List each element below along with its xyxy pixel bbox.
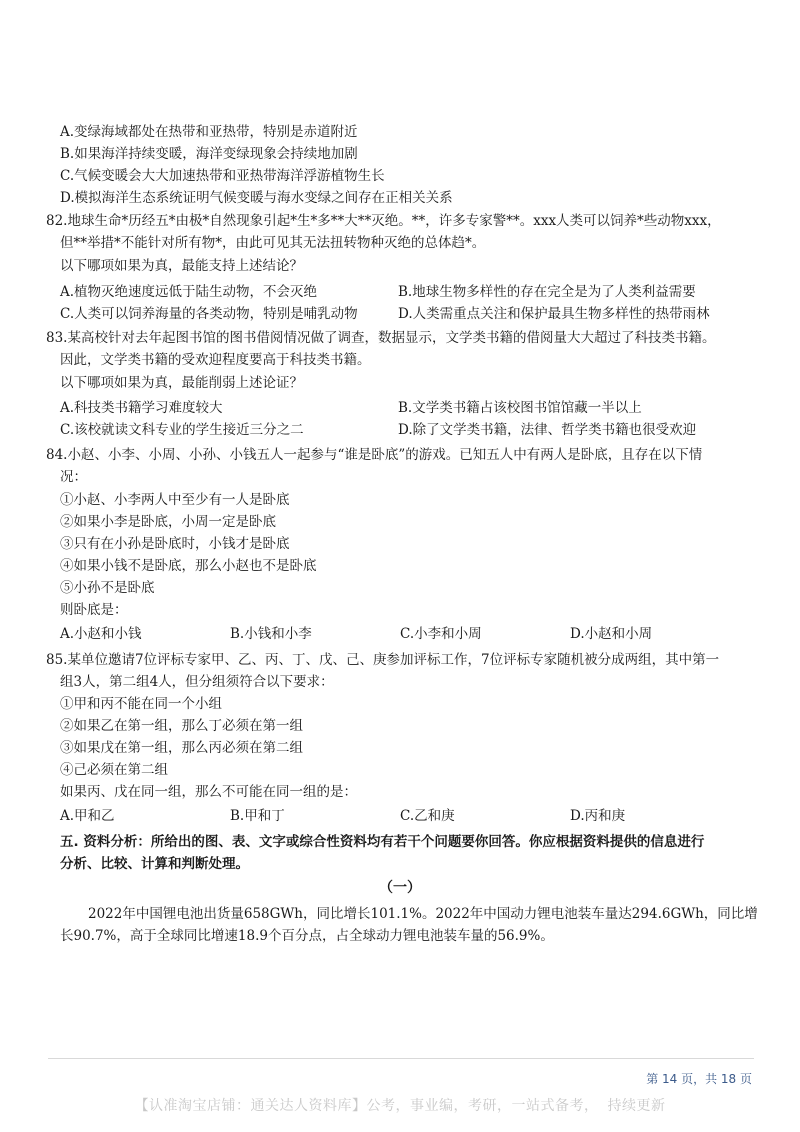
q84-condition-2: ②如果小李是卧底，小周一定是卧底	[60, 514, 276, 530]
q85-option-c: C.乙和庚	[400, 808, 455, 824]
q85-question: 如果丙、戊在同一组，那么不可能在同一组的是：	[60, 784, 357, 800]
q82-option-c: C.人类可以饲养海量的各类动物，特别是哺乳动物	[60, 306, 358, 322]
prev-option-b: B.如果海洋持续变暖，海洋变绿现象会持续地加剧	[60, 146, 358, 162]
q84-condition-1: ①小赵、小李两人中至少有一人是卧底	[60, 492, 290, 508]
q85-condition-3: ③如果戊在第一组，那么丙必须在第二组	[60, 740, 303, 756]
q85-stem-line1: 85.某单位邀请7位评标专家甲、乙、丙、丁、戊、己、庚参加评标工作，7位评标专家随机被分成两组，其中第一	[46, 652, 720, 668]
prev-option-c: C.气候变暖会大大加速热带和亚热带海洋浮游植物生长	[60, 168, 385, 184]
q84-option-c: C.小李和小周	[400, 626, 482, 642]
q84-stem-line1: 84.小赵、小李、小周、小孙、小钱五人一起参与“谁是卧底”的游戏。已知五人中有两人是卧底，且存在以下情	[46, 447, 703, 463]
q85-condition-2: ②如果乙在第一组，那么丁必须在第一组	[60, 718, 303, 734]
q82-question: 以下哪项如果为真，最能支持上述结论？	[60, 258, 303, 274]
q83-question: 以下哪项如果为真，最能削弱上述论证？	[60, 375, 303, 391]
q82-stem-line2: 但**举措*不能针对所有物*，由此可见其无法扭转物种灭绝的总体趋*。	[60, 235, 486, 251]
q85-condition-4: ④己必须在第二组	[60, 762, 168, 778]
q82-option-d: D.人类需重点关注和保护最具生物多样性的热带雨林	[398, 306, 710, 322]
q82-stem-line1: 82.地球生命*历经五*由极*自然现象引起*生*多**大**灭绝。**，许多专家警**。xxx人类可以饲养*些动物xxx，	[46, 213, 721, 229]
q84-question: 则卧底是：	[60, 602, 128, 618]
q85-option-d: D.丙和庚	[570, 808, 626, 824]
footer-divider	[48, 1058, 754, 1059]
q85-stem-line2: 组3人，第二组4人，但分组须符合以下要求：	[60, 674, 334, 690]
prev-option-a: A.变绿海域都处在热带和亚热带，特别是赤道附近	[60, 124, 358, 140]
q83-option-b: B.文学类书籍占该校图书馆馆藏一半以上	[398, 400, 642, 416]
q83-option-d: D.除了文学类书籍，法律、哲学类书籍也很受欢迎	[398, 422, 697, 438]
q85-option-b: B.甲和丁	[230, 808, 285, 824]
part-title: （一）	[379, 880, 421, 896]
q83-option-c: C.该校就读文科专业的学生接近三分之二	[60, 422, 304, 438]
q82-option-b: B.地球生物多样性的存在完全是为了人类利益需要	[398, 284, 696, 300]
material-line2: 长90.7%，高于全球同比增速18.9个百分点，占全球动力锂电池装车量的56.9%。	[60, 928, 554, 944]
prev-option-d: D.模拟海洋生态系统证明气候变暖与海水变绿之间存在正相关关系	[60, 190, 453, 206]
q84-condition-3: ③只有在小孙是卧底时，小钱才是卧底	[60, 536, 290, 552]
q85-condition-1: ①甲和丙不能在同一个小组	[60, 696, 222, 712]
material-line1: 2022年中国锂电池出货量658GWh，同比增长101.1%。2022年中国动力锂电池装车量达294.6GWh，同比增	[88, 906, 758, 922]
section5-heading-line1: 五. 资料分析：所给出的图、表、文字或综合性资料均有若干个问题要你回答。你应根据资料提供的信息进行	[60, 834, 705, 850]
page-number: 第 14 页，共 18 页	[646, 1072, 752, 1086]
q84-condition-4: ④如果小钱不是卧底，那么小赵也不是卧底	[60, 558, 317, 574]
q83-option-a: A.科技类书籍学习难度较大	[60, 400, 223, 416]
watermark-text: 【认准淘宝店铺：通关达人资料库】公考，事业编，考研，一站式备考， 持续更新	[134, 1098, 666, 1114]
q84-condition-5: ⑤小孙不是卧底	[60, 580, 155, 596]
q85-option-a: A.甲和乙	[60, 808, 115, 824]
q82-option-a: A.植物灭绝速度远低于陆生动物，不会灭绝	[60, 284, 318, 300]
q84-stem-line2: 况：	[60, 469, 87, 485]
q83-stem-line1: 83.某高校针对去年起图书馆的图书借阅情况做了调查，数据显示，文学类书籍的借阅量大大超过了科技类书籍。	[46, 330, 716, 346]
q84-option-b: B.小钱和小李	[230, 626, 312, 642]
q83-stem-line2: 因此，文学类书籍的受欢迎程度要高于科技类书籍。	[60, 352, 371, 368]
q84-option-d: D.小赵和小周	[570, 626, 653, 642]
q84-option-a: A.小赵和小钱	[60, 626, 142, 642]
section5-heading-line2: 分析、比较、计算和判断处理。	[60, 856, 249, 872]
